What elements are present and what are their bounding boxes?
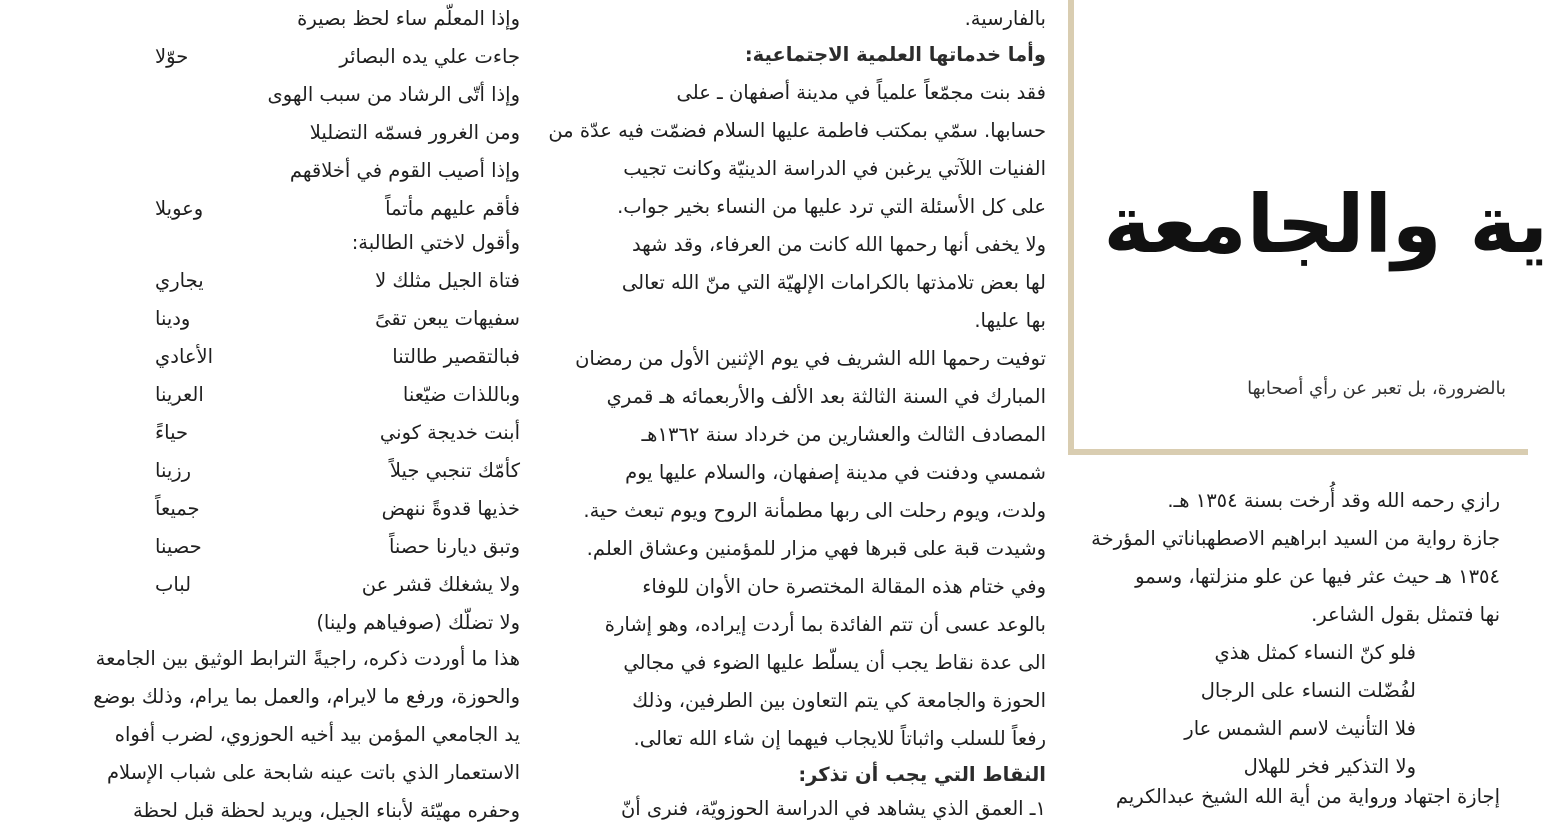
verse-line-end: العرينا (155, 376, 204, 414)
verse-line: كأمّك تنجبي جيلاً (390, 452, 520, 490)
verse-line: لفُضّلت النساء على الرجال (1201, 672, 1416, 710)
section-heading: النقاط التي يجب أن تذكر: (798, 758, 1046, 792)
paragraph-line: يد الجامعي المؤمن بيد أخيه الحوزوي، لضرب أفواه (40, 716, 520, 754)
verse-line: وإذا أصيب القوم في أخلاقهم (290, 152, 520, 190)
verse-line-end: جميعاً (155, 490, 200, 528)
intro-line: وأقول لاختي الطالبة: (352, 224, 520, 262)
paragraph-line: على كل الأسئلة التي ترد عليها من النساء بخير جواب. (617, 188, 1046, 226)
verse-line: فلا التأنيث لاسم الشمس عار (1184, 710, 1416, 748)
verse-line: ومن الغرور فسمّه التضليلا (310, 114, 520, 152)
verse-line-end: رزينا (155, 452, 191, 490)
verse-line-end: حياءً (155, 414, 188, 452)
paragraph-line: بالفارسية. (965, 0, 1046, 38)
left-column (40, 0, 520, 807)
verse-line: أبنت خديجة كوني (380, 414, 520, 452)
paragraph-line: الاستعمار الذي باتت عينه شابحة على شباب الإسلام (40, 754, 520, 792)
paragraph-line: رفعاً للسلب واثباتاً للايجاب فيهما إن شاء الله تعالى. (634, 720, 1046, 758)
paragraph-line: الى عدة نقاط يجب أن يسلّط عليها الضوء في مجالي (623, 644, 1046, 682)
paragraph-line: إجازة اجتهاد ورواية من أية الله الشيخ عبدالكريم (1116, 778, 1500, 816)
paragraph-line: الحوزة والجامعة كي يتم التعاون بين الطرفين، وذلك (632, 682, 1046, 720)
paragraph-line: المبارك في السنة الثالثة بعد الألف والأربعمائه هـ قمري (607, 378, 1046, 416)
verse-line: فلو كنّ النساء كمثل هذي (1214, 634, 1416, 672)
verse-line: ولا تضلّك (صوفياهم ولينا) (316, 604, 520, 642)
paragraph-line: نها فتمثل بقول الشاعر. (1311, 596, 1500, 634)
verse-line: وإذا المعلّم ساء لحظ بصيرة (297, 0, 520, 38)
paragraph-line: المصادف الثالث والعشارين من خرداد سنة ١٣٦٢هـ (641, 416, 1046, 454)
paragraph-line: حسابها. سمّي بمكتب فاطمة عليها السلام فضمّت فيه عدّة من (548, 112, 1046, 150)
paragraph-line: ولا يخفى أنها رحمها الله كانت من العرفاء، وقد شهد (632, 226, 1046, 264)
verse-line-end: وعويلا (155, 190, 203, 228)
paragraph-line: لها بعض تلامذتها بالكرامات الإلهيّة التي منّ الله تعالى (622, 264, 1046, 302)
paragraph-line: ولدت، ويوم رحلت الى ربها مطمأنة الروح ويوم تبعث حية. (583, 492, 1046, 530)
verse-line: جاءت علي يده البصائر (339, 38, 520, 76)
paragraph-line: رازي رحمه الله وقد أُرخت بسنة ١٣٥٤ هـ. (1167, 482, 1500, 520)
paragraph-line: جازة رواية من السيد ابراهيم الاصطهباناتي المؤرخة (1091, 520, 1500, 558)
verse-line: ولا يشغلك قشر عن (362, 566, 520, 604)
verse-line-end: يجاري (155, 262, 204, 300)
middle-column (550, 0, 1046, 807)
verse-line: ولا التذكير فخر للهلال (1244, 748, 1416, 786)
disclaimer-text: بالضرورة، بل تعبر عن رأي أصحابها (1247, 378, 1506, 399)
verse-line-end: الأعادي (155, 338, 213, 376)
paragraph-line: شمسي ودفنت في مدينة إصفهان، والسلام عليها يوم (625, 454, 1046, 492)
section-heading: وأما خدماتها العلمية الاجتماعية: (745, 36, 1046, 74)
paragraph-line: وفي ختام هذه المقالة المختصرة حان الأوان للوفاء (642, 568, 1046, 606)
verse-line: وباللذات ضيّعنا (403, 376, 520, 414)
verse-line-end: لباب (155, 566, 191, 604)
right-column (1062, 0, 1500, 807)
paragraph-line: توفيت رحمها الله الشريف في يوم الإثنين الأول من رمضان (575, 340, 1046, 378)
verse-line: خذيها قدوةً ننهض (382, 490, 520, 528)
paragraph-line: الفنيات اللآتي يرغبن في الدراسة الدينيّة وكانت تجيب (623, 150, 1046, 188)
paragraph-line: والحوزة، ورفع ما لايرام، والعمل بما يرام، وذلك بوضع (40, 678, 520, 716)
paragraph-line: وحفره مهيّئة لأبناء الجيل، ويريد لحظة قبل لحظة (40, 792, 520, 830)
paragraph-line: ١ـ العمق الذي يشاهد في الدراسة الحوزويّة، فنرى أنّ (621, 790, 1046, 828)
verse-line: فتاة الجيل مثلك لا (375, 262, 520, 300)
verse-line: سفيهات يبعن تقىً (375, 300, 520, 338)
paragraph-line: بها عليها. (974, 302, 1046, 340)
verse-line: فأقم عليهم مأتماً (385, 190, 520, 228)
paragraph-line: وشيدت قبة على قبرها فهي مزار للمؤمنين وعشاق العلم. (587, 530, 1046, 568)
verse-line: وتبق ديارنا حصناً (389, 528, 520, 566)
verse-line-end: حوّلا (155, 38, 188, 76)
verse-line-end: ودينا (155, 300, 190, 338)
verse-line-end: حصينا (155, 528, 202, 566)
verse-line: فبالتقصير طالتنا (392, 338, 520, 376)
paragraph-line: فقد بنت مجمّعاً علمياً في مدينة أصفهان ـ على (677, 74, 1046, 112)
article-title: ية والجامعة (1104, 175, 1548, 275)
paragraph-line: ١٣٥٤ هـ حيث عثر فيها عن علو منزلتها، وسمو (1135, 558, 1500, 596)
verse-line: وإذا أتّى الرشاد من سبب الهوى (268, 76, 520, 114)
paragraph-line: هذا ما أوردت ذكره، راجيةً الترابط الوثيق بين الجامعة (40, 640, 520, 678)
paragraph-line: بالوعد عسى أن تتم الفائدة بما أردت إيراده، وهو إشارة (605, 606, 1046, 644)
